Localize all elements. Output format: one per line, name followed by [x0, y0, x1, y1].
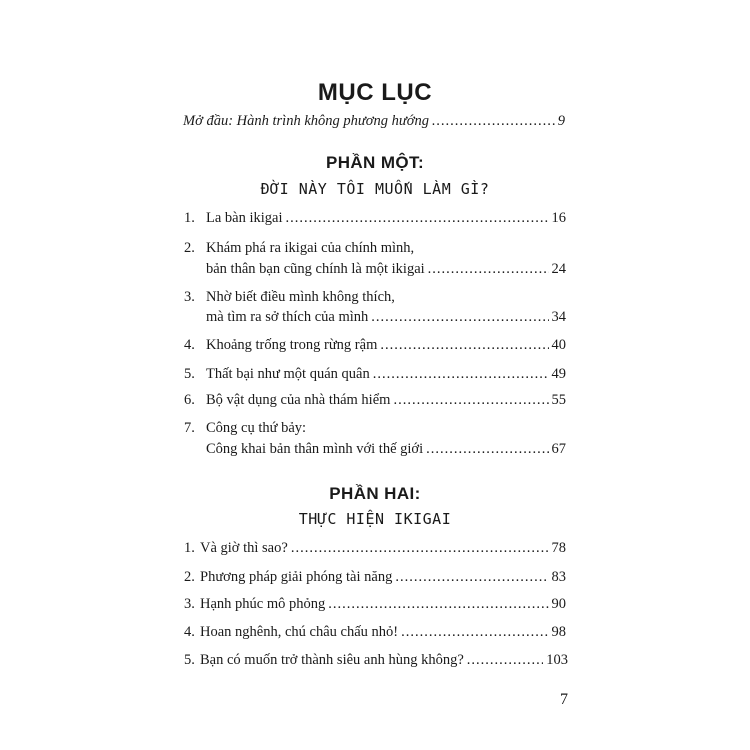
- toc-page-number: 103: [546, 652, 568, 668]
- toc-entry[interactable]: [206, 441, 566, 458]
- toc-entry-number: 2.: [184, 240, 195, 256]
- toc-entry-text: Công cụ thứ bảy:: [206, 420, 307, 436]
- toc-entry-number: 2.: [184, 569, 195, 585]
- toc-entry-number: 6.: [184, 392, 195, 408]
- part-two-title: PHẦN HAI:: [329, 484, 421, 503]
- toc-entry-number: 1.: [184, 540, 195, 556]
- toc-page-number: 40: [551, 337, 566, 353]
- toc-entry[interactable]: [184, 652, 568, 669]
- dot-leader: [426, 441, 548, 458]
- part-one-title: PHẦN MỘT:: [325, 153, 425, 172]
- toc-entry-text: Nhờ biết điều mình không thích,: [206, 289, 395, 305]
- part-two-subtitle: THỰC HIỆN IKIGAI: [298, 510, 452, 528]
- toc-page-number: 16: [551, 210, 566, 226]
- page-title: MỤC LỤC: [317, 79, 433, 106]
- toc-entry[interactable]: [184, 392, 566, 409]
- dot-leader: [428, 261, 549, 278]
- dot-leader: [286, 210, 549, 227]
- toc-entry[interactable]: [206, 261, 566, 278]
- part-one-subtitle: ĐỜI NÀY TÔI MUỐN LÀM GÌ?: [260, 180, 490, 198]
- toc-entry-text: Khám phá ra ikigai của chính mình,: [206, 240, 415, 256]
- toc-entry-intro[interactable]: [183, 113, 565, 130]
- toc-entry[interactable]: [184, 366, 566, 383]
- toc-entry-text: mà tìm ra sở thích của mình: [206, 309, 369, 325]
- page-number: 7: [560, 691, 568, 708]
- dot-leader: [467, 652, 543, 669]
- toc-page-number: 49: [551, 366, 566, 382]
- toc-entry-number: 3.: [184, 596, 195, 612]
- toc-entry-number: 7.: [184, 420, 195, 436]
- toc-entry-text: La bàn ikigai: [206, 210, 283, 226]
- toc-entry-text: Khoảng trống trong rừng rậm: [206, 337, 378, 353]
- dot-leader: [328, 596, 548, 613]
- dot-leader: [401, 624, 548, 641]
- dot-leader: [291, 540, 549, 557]
- toc-entry-line[interactable]: [184, 240, 414, 257]
- toc-page-number: 55: [551, 392, 566, 408]
- toc-entry-text: Bạn có muốn trở thành siêu anh hùng không?: [200, 652, 464, 668]
- toc-page-number: 98: [551, 624, 566, 640]
- toc-entry-line[interactable]: [184, 289, 395, 306]
- toc-entry-number: 5.: [184, 366, 195, 382]
- dot-leader: [371, 309, 548, 326]
- toc-entry-text: Mở đầu: Hành trình không phương hướng: [183, 113, 430, 129]
- toc-entry[interactable]: [184, 337, 566, 354]
- toc-entry-text: Hoan nghênh, chú châu chấu nhỏ!: [200, 624, 399, 640]
- toc-entry-text: Hạnh phúc mô phỏng: [200, 596, 326, 612]
- toc-page-number: 24: [551, 261, 566, 277]
- toc-entry[interactable]: [184, 596, 566, 613]
- toc-page-number: 78: [551, 540, 566, 556]
- toc-entry[interactable]: [184, 540, 566, 557]
- toc-entry-number: 4.: [184, 624, 195, 640]
- toc-page-number: 9: [557, 113, 565, 129]
- toc-entry-number: 5.: [184, 652, 195, 668]
- dot-leader: [373, 366, 549, 383]
- toc-page-number: 67: [551, 441, 566, 457]
- toc-entry[interactable]: [184, 210, 566, 227]
- toc-entry-text: Bộ vật dụng của nhà thám hiểm: [206, 392, 391, 408]
- toc-entry-text: Và giờ thì sao?: [200, 540, 288, 556]
- toc-entry-text: Thất bại như một quán quân: [206, 366, 370, 382]
- toc-entry-number: 1.: [184, 210, 195, 226]
- toc-entry-number: 3.: [184, 289, 195, 305]
- dot-leader: [393, 392, 548, 409]
- toc-page-number: 83: [551, 569, 566, 585]
- dot-leader: [395, 569, 548, 586]
- toc-page-number: 34: [551, 309, 566, 325]
- toc-entry[interactable]: [184, 569, 566, 586]
- toc-entry[interactable]: [206, 309, 566, 326]
- toc-page-number: 90: [551, 596, 566, 612]
- toc-entry-line[interactable]: [184, 420, 306, 437]
- dot-leader: [380, 337, 548, 354]
- toc-entry-text: bản thân bạn cũng chính là một ikigai: [206, 261, 425, 277]
- dot-leader: [432, 113, 555, 130]
- toc-entry[interactable]: [184, 624, 566, 641]
- toc-entry-text: Công khai bản thân mình với thế giới: [206, 441, 424, 457]
- toc-entry-text: Phương pháp giải phóng tài năng: [200, 569, 393, 585]
- toc-entry-number: 4.: [184, 337, 195, 353]
